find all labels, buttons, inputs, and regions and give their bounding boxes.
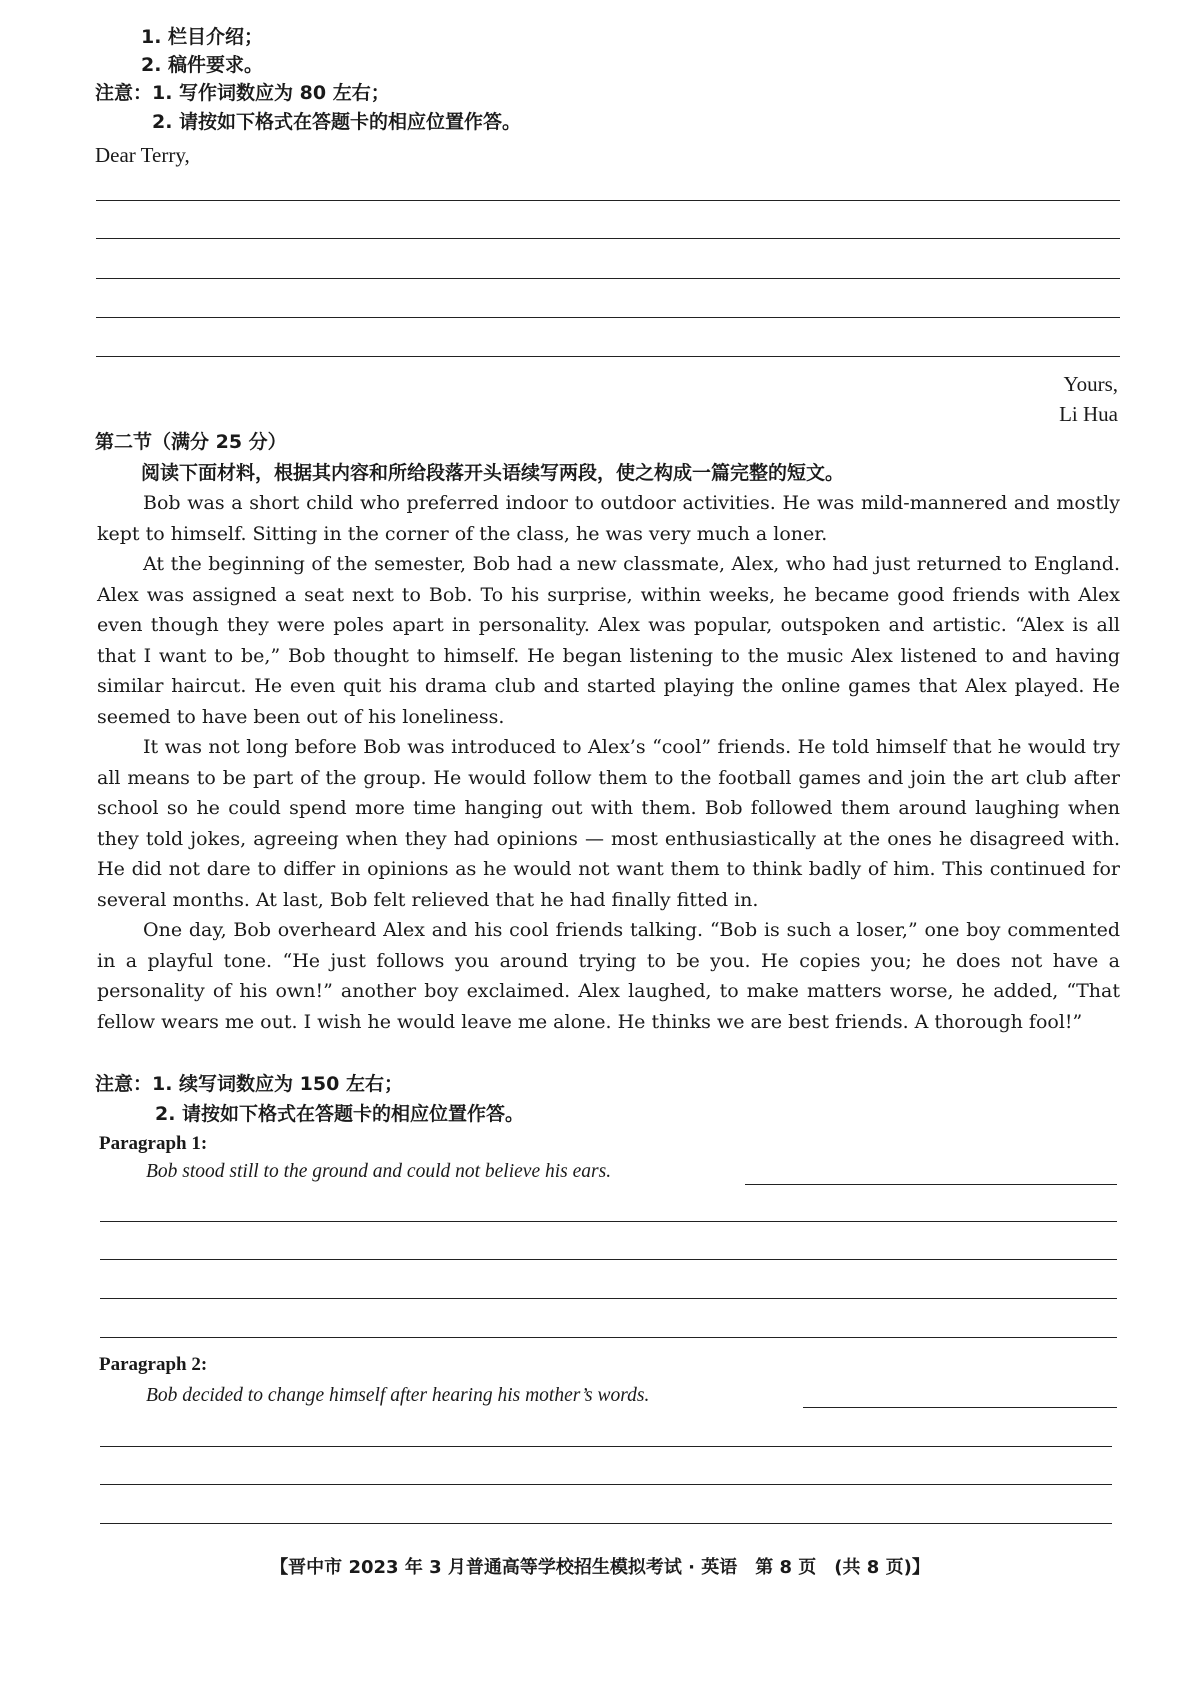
passage-paragraph: Bob was a short child who preferred indoor to outdoor activities. He was mild-mannered and mostly kept to himself. Sitting in the corner of the class, he was very much a loner. — [97, 492, 1120, 545]
answer-line — [96, 200, 1120, 201]
answer-line — [100, 1298, 1117, 1299]
item-manuscript-requirements: 2. 稿件要求。 — [141, 54, 264, 76]
reading-passage — [97, 488, 1120, 1037]
answer-line — [100, 1523, 1112, 1524]
letter-closing: Yours, — [1063, 372, 1118, 396]
section2-instruction: 阅读下面材料，根据其内容和所给段落开头语续写两段，使之构成一篇完整的短文。 — [141, 462, 845, 484]
passage-paragraph: It was not long before Bob was introduced to Alex’s “cool” friends. He told himself that he would try all means to be part of the group. He would follow them to the football games and join the art club after school so he could spend more time hanging out with them. Bob followed them around laughing when they told jokes, agreeing when they had opinions — most enthusiastically at the ones he disagreed with. He did not dare to differ in opinions as he would not want them to think badly of him. This continued for several months. At last, Bob felt relieved that he had finally fitted in. — [97, 736, 1120, 911]
note1-line2: 2. 请按如下格式在答题卡的相应位置作答。 — [152, 111, 522, 133]
answer-line — [100, 1484, 1112, 1485]
page-footer: 【晋中市 2023 年 3 月普通高等学校招生模拟考试 · 英语 第 8 页 (共 8 页)】 — [270, 1557, 930, 1578]
answer-line — [100, 1446, 1112, 1447]
answer-line — [803, 1407, 1117, 1408]
note2-line1: 注意：1. 续写词数应为 150 左右； — [95, 1073, 403, 1095]
note1-line1: 注意：1. 写作词数应为 80 左右； — [95, 82, 390, 104]
section2-heading: 第二节（满分 25 分） — [95, 431, 287, 453]
answer-line — [96, 317, 1120, 318]
paragraph2-label: Paragraph 2: — [99, 1354, 208, 1375]
paragraph2-opening: Bob decided to change himself after hearing his mother’s words. — [146, 1385, 650, 1406]
answer-line — [96, 278, 1120, 279]
answer-line — [745, 1184, 1117, 1185]
answer-line — [100, 1259, 1117, 1260]
paragraph1-label: Paragraph 1: — [99, 1133, 208, 1154]
item-column-intro: 1. 栏目介绍； — [141, 26, 264, 48]
letter-salutation: Dear Terry, — [95, 143, 190, 167]
answer-line — [100, 1221, 1117, 1222]
note2-line2: 2. 请按如下格式在答题卡的相应位置作答。 — [155, 1103, 525, 1125]
answer-line — [96, 356, 1120, 357]
passage-paragraph: One day, Bob overheard Alex and his cool friends talking. “Bob is such a loser,” one boy commented in a playful tone. “He just follows you around trying to be you. He copies you; he does not have a personality of his own!” another boy exclaimed. Alex laughed, to make matters worse, he added, “That fellow wears me out. I wish he would leave me alone. He thinks we are best friends. A thorough fool!” — [97, 919, 1120, 1033]
paragraph1-opening: Bob stood still to the ground and could not believe his ears. — [146, 1161, 612, 1182]
passage-paragraph: At the beginning of the semester, Bob had a new classmate, Alex, who had just returned to England. Alex was assigned a seat next to Bob. To his surprise, within weeks, he became good friends with Alex even though they were poles apart in personality. Alex was popular, outspoken and artistic. “Alex is all that I want to be,” Bob thought to himself. He began listening to the music Alex listened to and having similar haircut. He even quit his drama club and started playing the online games that Alex played. He seemed to have been out of his loneliness. — [97, 553, 1120, 728]
answer-line — [100, 1337, 1117, 1338]
letter-signature: Li Hua — [1059, 402, 1118, 426]
answer-line — [96, 238, 1120, 239]
